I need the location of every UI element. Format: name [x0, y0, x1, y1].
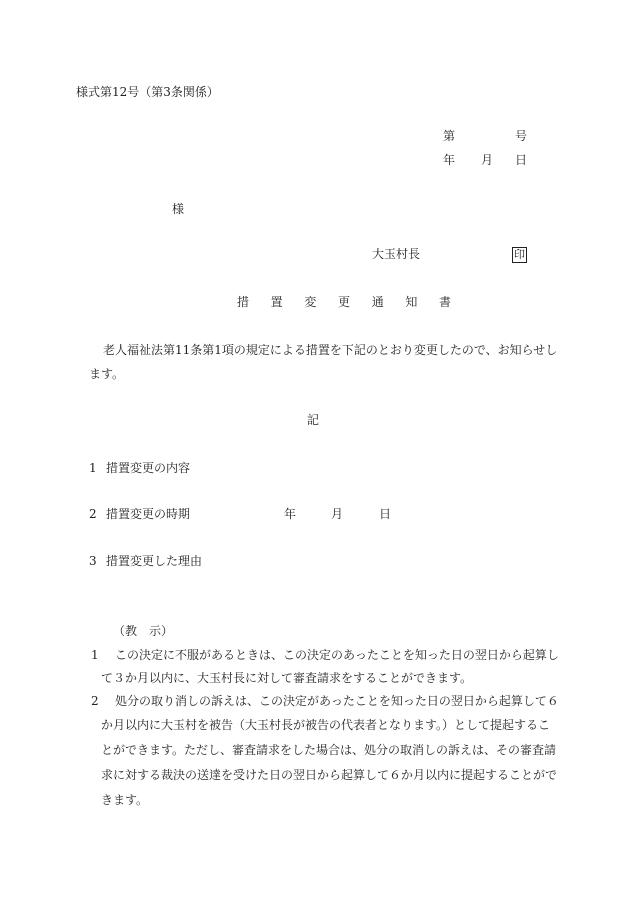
instruction-2-line-3: とができます。ただし、審査請求をした場合は、処分の取消しの訴えは、その審査請 — [101, 743, 557, 757]
instruction-2-line-4: 求に対する裁決の送達を受けた日の翌日から起算して６か月以内に提起することがで — [101, 768, 558, 782]
instruction-2-number: 2 — [91, 694, 99, 708]
title-char: 書 — [439, 295, 452, 309]
item-2-year: 年 — [284, 507, 297, 521]
number-prefix: 第 — [443, 129, 456, 143]
date-month: 月 — [481, 153, 494, 167]
body-line-2: ます。 — [89, 367, 125, 381]
item-2-month: 月 — [331, 507, 344, 521]
seal-mark: 印 — [514, 248, 525, 261]
body-line-1: 老人福祉法第11条第1項の規定による措置を下記のとおり変更したので、お知らせし — [103, 343, 558, 357]
item-3-label: 措置変更した理由 — [106, 554, 203, 568]
title-char: 措 — [237, 295, 250, 309]
item-1-number: 1 — [89, 461, 97, 475]
instruction-2-line-5: きます。 — [101, 793, 149, 807]
instruction-2-line-2: か月以内に大玉村を被告（大玉村長が被告の代表者となります。）として提起するこ — [101, 718, 551, 732]
seal-box — [512, 247, 527, 263]
item-2-number: 2 — [89, 507, 97, 521]
item-3-number: 3 — [89, 554, 97, 568]
title-char: 通 — [371, 295, 384, 309]
instruction-heading: （教 示） — [113, 624, 174, 638]
item-2-label: 措置変更の時期 — [106, 507, 191, 521]
date-year: 年 — [443, 153, 456, 167]
instruction-1-number: 1 — [91, 648, 99, 662]
sender-name: 大玉村長 — [372, 247, 421, 261]
title-char: 変 — [304, 295, 317, 309]
instruction-2-line-1: 処分の取り消しの訴えは、この決定があったことを知った日の翌日から起算して６ — [115, 694, 559, 708]
title-char: 更 — [338, 295, 351, 309]
number-suffix: 号 — [515, 129, 528, 143]
addressee-honorific: 様 — [172, 202, 185, 216]
document-title — [237, 296, 451, 308]
record-label: 記 — [307, 413, 320, 427]
item-1-label: 措置変更の内容 — [106, 461, 191, 475]
title-char: 置 — [270, 295, 283, 309]
title-char: 知 — [405, 295, 418, 309]
item-2-day: 日 — [379, 507, 392, 521]
date-day: 日 — [515, 153, 528, 167]
instruction-1-line-1: この決定に不服があるときは、この決定のあったことを知った日の翌日から起算し — [115, 648, 559, 662]
form-label: 様式第12号（第3条関係） — [76, 85, 219, 99]
instruction-1-line-2: て３か月以内に、大玉村長に対して審査請求をすることができます。 — [101, 671, 473, 685]
